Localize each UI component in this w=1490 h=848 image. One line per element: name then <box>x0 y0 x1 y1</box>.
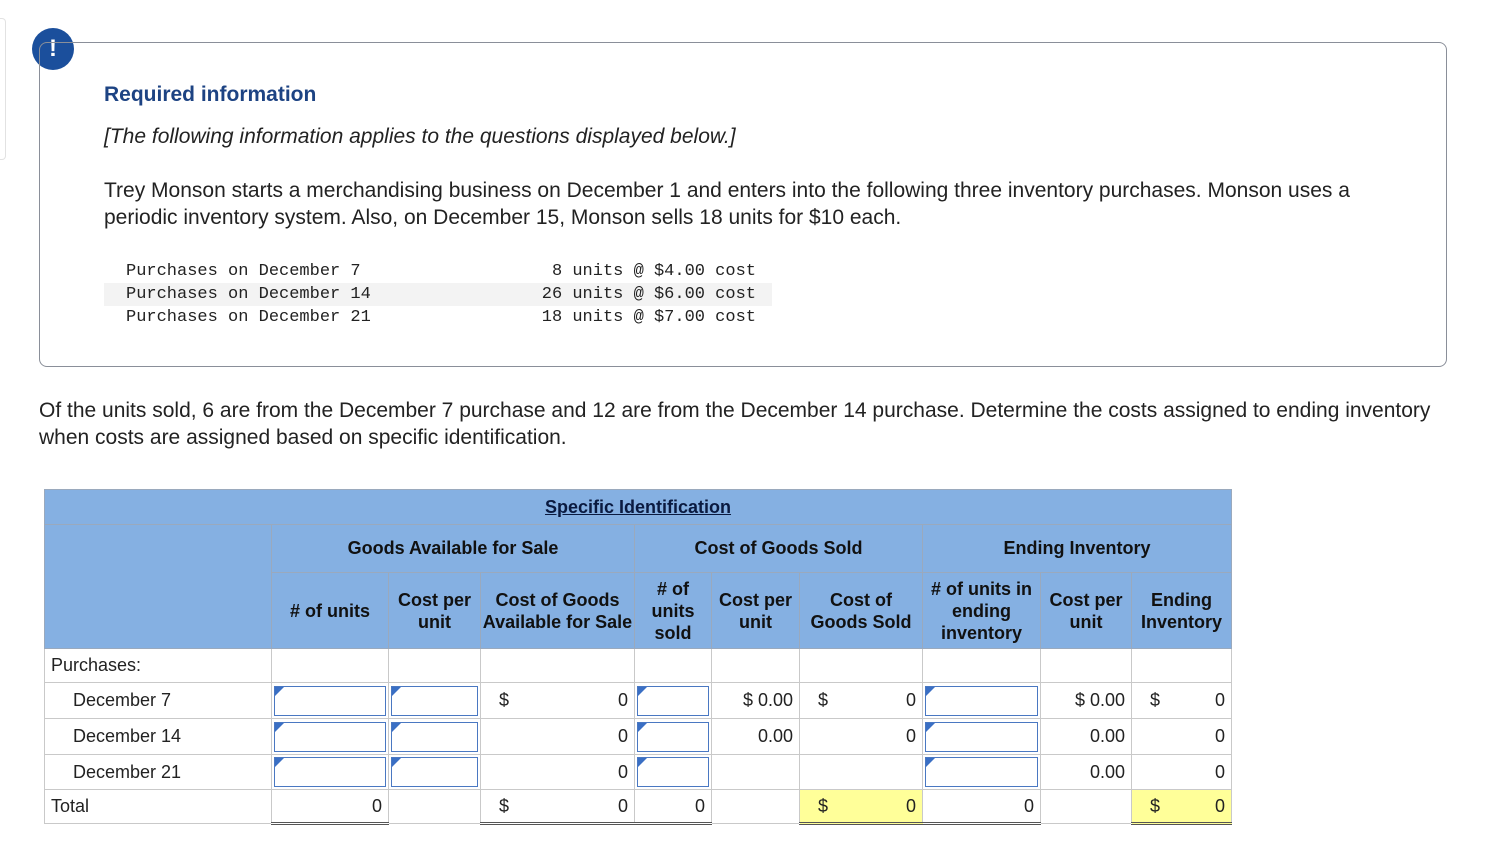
col-cogs-cost-per-unit: Cost per unit <box>712 573 800 649</box>
units-sold-input[interactable] <box>637 686 709 716</box>
required-info-subtitle: [The following information applies to the questions displayed below.] <box>104 125 736 148</box>
units-sold-input[interactable] <box>637 757 709 787</box>
purchase-amount: 8 units @ $4.00 cost <box>551 262 756 281</box>
units-ending-input[interactable] <box>925 722 1038 752</box>
row-label: December 7 <box>45 683 272 719</box>
empty-cell <box>800 755 923 790</box>
dollar-sign: $ <box>499 795 510 816</box>
table-row <box>45 649 1232 683</box>
ei-value: 0 <box>1214 690 1225 710</box>
purchase-label: Purchases on December 7 <box>126 262 361 281</box>
cost-per-unit-input[interactable] <box>391 686 478 716</box>
purchase-label: Purchases on December 14 <box>104 283 496 306</box>
left-panel-tab <box>0 18 6 160</box>
cgas-value: 0 <box>481 755 635 790</box>
purchase-label: Purchases on December 21 <box>126 308 371 327</box>
cogs-cost-per-unit: $ 0.00 <box>712 683 800 719</box>
group-goods-available: Goods Available for Sale <box>272 525 635 573</box>
group-cost-of-goods-sold: Cost of Goods Sold <box>635 525 923 573</box>
total-label: Total <box>45 790 272 824</box>
cogs-value: 0 <box>800 719 923 755</box>
cgas-value: 0 <box>481 719 635 755</box>
units-sold-input[interactable] <box>637 722 709 752</box>
units-input[interactable] <box>274 757 386 787</box>
total-units-ending: 0 <box>923 790 1041 824</box>
table-row <box>45 755 1232 790</box>
dollar-sign: $ <box>1150 690 1161 710</box>
table-row <box>45 683 1232 719</box>
col-units: # of units <box>272 573 389 649</box>
cost-per-unit-input[interactable] <box>391 757 478 787</box>
required-info-title: Required information <box>104 83 317 106</box>
empty-cell <box>389 790 481 824</box>
units-ending-input[interactable] <box>925 686 1038 716</box>
total-cgas: 0 <box>617 795 628 816</box>
total-row <box>45 790 1232 824</box>
alert-icon: ! <box>32 28 74 70</box>
table-row <box>45 719 1232 755</box>
group-ending-inventory: Ending Inventory <box>923 525 1232 573</box>
purchase-row <box>104 260 772 283</box>
ei-value: 0 <box>1132 755 1232 790</box>
ei-value: 0 <box>1132 719 1232 755</box>
ei-cost-per-unit: 0.00 <box>1041 719 1132 755</box>
purchase-row <box>104 306 772 329</box>
total-units: 0 <box>272 790 389 824</box>
purchase-amount: 18 units @ $7.00 cost <box>541 308 756 327</box>
table-title: Specific Identification <box>544 496 732 517</box>
purchases-table <box>104 260 772 329</box>
cgas-value: 0 <box>617 690 628 710</box>
dollar-sign: $ <box>499 690 510 710</box>
empty-cell <box>1041 790 1132 824</box>
col-ending-inventory: Ending Inventory <box>1132 573 1232 649</box>
empty-cell <box>712 790 800 824</box>
required-information-box <box>39 42 1447 367</box>
question-text: Of the units sold, 6 are from the December 7 purchase and 12 are from the December 14 purchase. Determine the costs assigned to ending inventory when costs are assigned based on specific identification. <box>39 399 1431 449</box>
purchase-row <box>104 283 772 306</box>
ei-cost-per-unit: $ 0.00 <box>1041 683 1132 719</box>
cogs-cost-per-unit: 0.00 <box>712 719 800 755</box>
col-cost-of-goods-sold: Cost of Goods Sold <box>800 573 923 649</box>
row-label: December 14 <box>45 719 272 755</box>
cost-per-unit-input[interactable] <box>391 722 478 752</box>
specific-identification-table <box>44 489 1232 825</box>
col-units-sold: # of units sold <box>635 573 712 649</box>
col-cost-goods-available: Cost of Goods Available for Sale <box>481 573 635 649</box>
dollar-sign: $ <box>818 795 829 816</box>
header-blank <box>45 525 272 649</box>
empty-cell <box>712 755 800 790</box>
dollar-sign: $ <box>818 690 829 710</box>
total-ending-inventory: 0 <box>1214 795 1225 816</box>
row-label: December 21 <box>45 755 272 790</box>
col-cost-per-unit: Cost per unit <box>389 573 481 649</box>
dollar-sign: $ <box>1150 795 1161 816</box>
purchase-amount: 26 units @ $6.00 cost <box>496 283 772 306</box>
col-ei-cost-per-unit: Cost per unit <box>1041 573 1132 649</box>
units-input[interactable] <box>274 722 386 752</box>
cogs-value: 0 <box>905 690 916 710</box>
total-units-sold: 0 <box>635 790 712 824</box>
ei-cost-per-unit: 0.00 <box>1041 755 1132 790</box>
table-title-cell <box>45 490 1232 525</box>
col-units-ending: # of units in ending inventory <box>923 573 1041 649</box>
units-ending-input[interactable] <box>925 757 1038 787</box>
units-input[interactable] <box>274 686 386 716</box>
total-cogs: 0 <box>905 795 916 816</box>
problem-description: Trey Monson starts a merchandising business on December 1 and enters into the following three inventory purchases. Monson uses a periodic inventory system. Also, on December 15, Monson sells 18 units for $10 each. <box>104 179 1350 229</box>
purchases-label: Purchases: <box>45 649 272 683</box>
